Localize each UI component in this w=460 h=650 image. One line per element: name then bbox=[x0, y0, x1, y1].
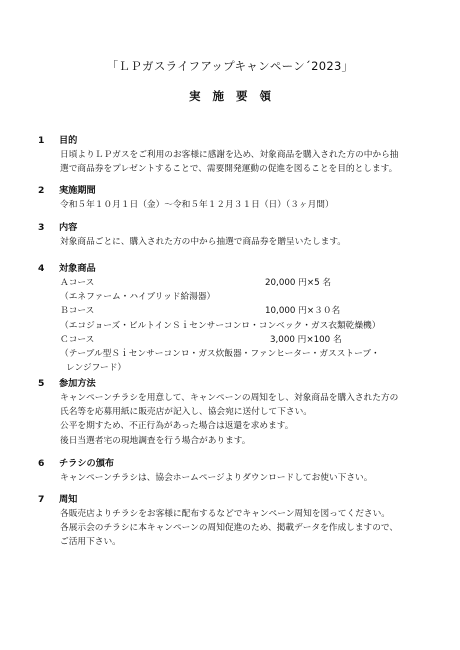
body-text: 各販売店よりチラシをお客様に配布するなどでキャンペーン周知を図ってください。 bbox=[60, 509, 390, 519]
section-title: 内容 bbox=[59, 222, 78, 233]
section-target-products bbox=[38, 262, 430, 375]
course-name: Ｂコース bbox=[60, 306, 95, 317]
course-prize: 3,000 円×100 名 bbox=[270, 334, 342, 345]
section-heading bbox=[38, 493, 430, 507]
section-title: 実施期間 bbox=[59, 185, 96, 196]
course-name: Ａコース bbox=[60, 278, 95, 288]
body-text: 選で商品券をプレゼントすることで、需要開発運動の促進を図ることを目的とします。 bbox=[60, 164, 398, 175]
section-heading bbox=[38, 457, 430, 471]
section-title: 対象商品 bbox=[59, 263, 96, 274]
section-title: 目的 bbox=[59, 135, 78, 146]
section-number: 1 bbox=[38, 135, 45, 146]
course-description: （エコジョーズ・ビルトインＳｉセンサーコンロ・コンベック・ガス衣類乾燥機） bbox=[60, 320, 381, 331]
course-description: レンジフード） bbox=[66, 363, 127, 374]
section-title: 周知 bbox=[59, 494, 78, 505]
section-title: チラシの頒布 bbox=[59, 458, 115, 469]
body-text: 日頃よりＬＰガスをご利用のお客様に感謝を込め、対象商品を購入された方の中から抽 bbox=[60, 150, 399, 160]
section-number: 5 bbox=[38, 378, 45, 389]
body-text: キャンペーンチラシは、協会ホームページよりダウンロードしてお使い下さい。 bbox=[60, 473, 373, 483]
body-text: 令和５年１０月１日（金）～令和５年１２月３１日（日）（３ヶ月間） bbox=[60, 200, 334, 210]
section-number: 7 bbox=[38, 494, 45, 505]
course-c bbox=[38, 333, 430, 347]
section-publicity bbox=[38, 493, 430, 550]
document-title: 「ＬＰガスライフアップキャンペーン´2023」 bbox=[106, 59, 354, 73]
section-period bbox=[38, 184, 430, 212]
section-heading bbox=[38, 184, 430, 198]
body-text: 氏名等を応募用紙に販売店が記入し、協会宛に送付して下さい。 bbox=[60, 407, 312, 418]
section-number: 2 bbox=[38, 185, 45, 196]
course-name: Ｃコース bbox=[60, 334, 95, 345]
section-title: 参加方法 bbox=[59, 378, 96, 389]
section-heading bbox=[38, 134, 430, 148]
course-description: （テーブル型Ｓｉセンサーコンロ・ガス炊飯器・ファンヒーター・ガスストーブ・ bbox=[60, 349, 380, 360]
section-participation bbox=[38, 377, 430, 448]
section-heading bbox=[38, 262, 430, 276]
body-text: ご活用下さい。 bbox=[60, 537, 121, 548]
course-prize: 20,000 円×5 名 bbox=[265, 278, 332, 288]
section-content bbox=[38, 221, 430, 249]
body-text: 公平を期すため、不正行為があった場合は返還を求めます。 bbox=[60, 421, 294, 432]
section-number: 3 bbox=[38, 222, 45, 233]
course-description: （エネファーム・ハイブリッド給湯器） bbox=[60, 292, 216, 303]
body-text: 各展示会のチラシに本キャンペーンの周知促進のため、掲載データを作成しますので、 bbox=[60, 523, 399, 534]
section-flyer-distribution bbox=[38, 457, 430, 485]
body-text: 対象商品ごとに、購入された方の中から抽選で商品券を贈呈いたします。 bbox=[60, 237, 346, 247]
course-b bbox=[38, 304, 430, 318]
body-text: 後日当選者宅の現地調査を行う場合があります。 bbox=[60, 435, 251, 446]
course-a bbox=[38, 276, 430, 290]
section-heading bbox=[38, 221, 430, 235]
section-heading bbox=[38, 377, 430, 391]
section-purpose bbox=[38, 134, 430, 176]
section-number: 4 bbox=[38, 263, 45, 274]
section-number: 6 bbox=[38, 458, 45, 469]
course-prize: 10,000 円×３０名 bbox=[265, 306, 341, 317]
document-subtitle: 実施要領 bbox=[189, 89, 283, 103]
body-text: キャンペーンチラシを用意して、キャンペーンの周知をし、対象商品を購入された方の bbox=[60, 393, 399, 403]
